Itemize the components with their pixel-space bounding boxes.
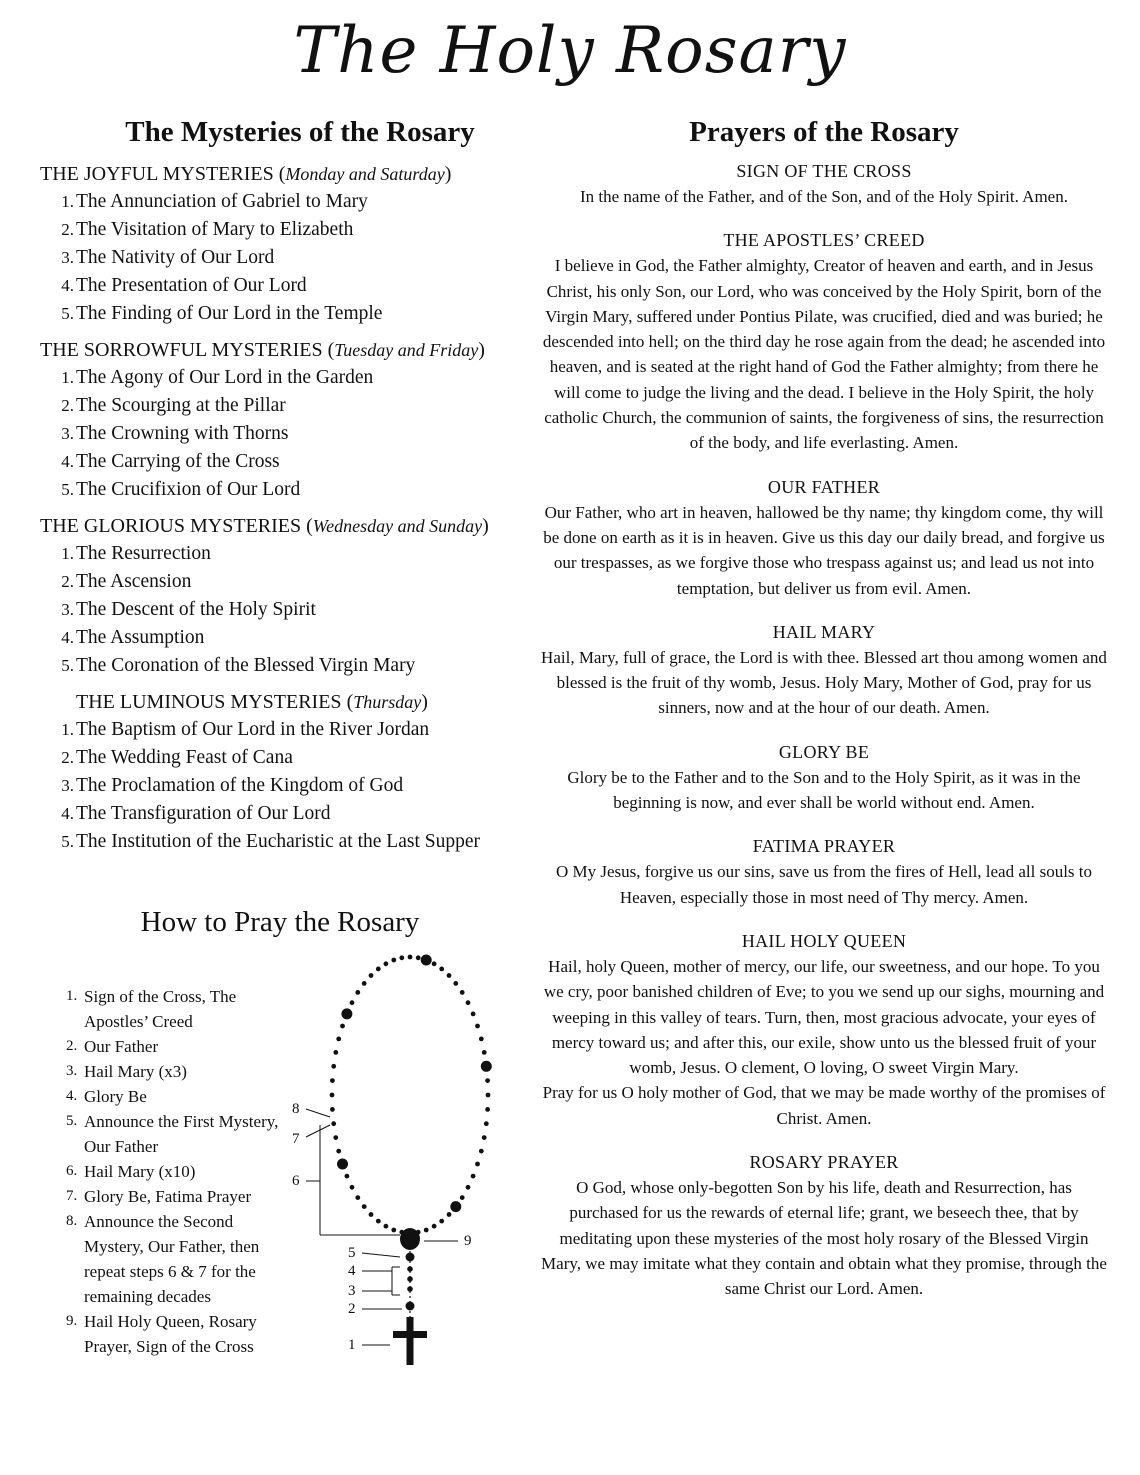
step-text: Our Father: [84, 1037, 159, 1056]
small-bead: [432, 1224, 437, 1229]
prayer: [540, 1149, 1108, 1301]
item-number: 1.: [61, 368, 74, 387]
page-title: The Holy Rosary: [293, 14, 847, 88]
small-bead: [376, 1219, 381, 1224]
list-item: [40, 300, 560, 328]
step-number: 6.: [66, 1163, 78, 1179]
mystery-group-heading: THE JOYFUL MYSTERIES (Monday and Saturday): [40, 163, 452, 185]
step-text: Sign of the Cross, The Apostles’ Creed: [84, 987, 237, 1031]
item-text: The Descent of the Holy Spirit: [76, 599, 316, 620]
step-number: 1.: [66, 988, 78, 1004]
list-item: [66, 1184, 296, 1209]
item-text: The Crucifixion of Our Lord: [76, 479, 301, 500]
prayer-paragraph: O God, whose only-begotten Son by his life, death and Resurrection, has purchased for us the rewards of eternal life; grant, we beseech thee, that by meditating upon these mysteries of the most holy rosary of the Blessed Virgin Mary, we may imitate what they contain and obtain what they promise, through the same Christ our Lord. Amen.: [541, 1178, 1107, 1299]
diagram-label: 9: [464, 1233, 472, 1249]
diagram-label: 4: [348, 1263, 356, 1279]
item-number: 2.: [61, 396, 74, 415]
small-bead: [482, 1050, 487, 1055]
mystery-group: [40, 688, 560, 856]
small-bead: [336, 1037, 341, 1042]
prayer-heading: FATIMA PRAYER: [752, 836, 896, 857]
prayer-heading: GLORY BE: [778, 741, 870, 762]
prayer-paragraph: Our Father, who art in heaven, hallowed be thy name; thy kingdom come, thy will be done on earth as it is in heaven. Give us this day our daily bread, and forgive us our trespasses, as we forgive those who trespass against us; and lead us not into temptation, but deliver us from evil. Amen.: [543, 502, 1105, 598]
list-item: [40, 568, 560, 596]
item-text: The Wedding Feast of Cana: [76, 747, 293, 768]
list-item: [40, 652, 560, 680]
prayer-text: [540, 645, 1108, 721]
small-bead: [331, 1064, 336, 1069]
mystery-group: [40, 512, 560, 680]
item-number: 2.: [61, 748, 74, 767]
diagram-label: 5: [348, 1245, 356, 1261]
prayer-paragraph: Hail, Mary, full of grace, the Lord is with thee. Blessed art thou among women and blessed is the fruit of thy womb, Jesus. Holy Mary, Mother of God, pray for us sinners, now and at the hour of our death. Amen.: [541, 647, 1107, 718]
rosary-diagram-icon: [280, 945, 540, 1365]
large-bead: [406, 1253, 415, 1262]
small-bead: [376, 967, 381, 972]
item-text: The Resurrection: [76, 543, 211, 564]
small-bead: [333, 1135, 338, 1140]
prayers-list: [540, 158, 1108, 1302]
step-number: 4.: [66, 1088, 78, 1104]
step-text: Announce the Second Mystery, Our Father, then repeat steps 6 & 7 for the remaining decades: [84, 1212, 260, 1306]
large-bead: [481, 1061, 492, 1072]
small-bead: [330, 1078, 335, 1083]
list-item: [40, 828, 560, 856]
small-bead: [466, 1185, 471, 1190]
small-bead: [416, 955, 421, 960]
item-text: The Assumption: [76, 627, 205, 648]
prayer-heading: THE APOSTLES’ CREED: [723, 230, 925, 251]
small-bead: [369, 1212, 374, 1217]
small-bead: [484, 1121, 489, 1126]
mystery-group-heading: THE GLORIOUS MYSTERIES (Wednesday and Sunday): [40, 515, 489, 537]
small-bead: [407, 1266, 413, 1272]
large-bead: [341, 1008, 352, 1019]
prayer-heading: ROSARY PRAYER: [749, 1152, 899, 1173]
howto-title: How to Pray the Rosary: [140, 906, 420, 938]
item-number: 3.: [61, 248, 74, 267]
prayer-text: [540, 765, 1108, 816]
prayer: [540, 474, 1108, 601]
prayer: [540, 619, 1108, 721]
small-bead: [439, 1219, 444, 1224]
small-bead: [391, 958, 396, 963]
small-bead: [350, 1000, 355, 1005]
prayer-text: [540, 1175, 1108, 1301]
list-item: [40, 540, 560, 568]
item-number: 1.: [61, 192, 74, 211]
item-number: 4.: [61, 628, 74, 647]
list-item: [40, 420, 560, 448]
list-item: [40, 800, 560, 828]
mysteries-title: The Mysteries of the Rosary: [125, 116, 475, 148]
list-item: [40, 476, 560, 504]
small-bead: [340, 1024, 345, 1029]
prayer-paragraph: I believe in God, the Father almighty, Creator of heaven and earth, and in Jesus Christ, his only Son, our Lord, who was conceived by the Holy Spirit, born of the Virgin Mary, suffered under Pontius Pilate, was crucified, died and was buried; he descended into hell; on the third day he rose again from the dead; he ascended into heaven, and is seated at the right hand of God the Father almighty; from there he will come to judge the living and the dead. I believe in the Holy Spirit, the holy catholic Church, the communion of saints, the forgiveness of sins, the resurrection of the body, and life everlasting. Amen.: [542, 256, 1106, 453]
small-bead: [439, 967, 444, 972]
small-bead: [362, 981, 367, 986]
small-bead: [482, 1135, 487, 1140]
item-text: The Presentation of Our Lord: [76, 275, 307, 296]
small-bead: [350, 1185, 355, 1190]
small-bead: [471, 1012, 476, 1017]
mystery-group-days: Wednesday and Sunday: [312, 516, 483, 536]
item-text: The Crowning with Thorns: [76, 423, 289, 444]
list-item: [40, 596, 560, 624]
list-item: [40, 392, 560, 420]
list-item: [40, 244, 560, 272]
list-item: [40, 272, 560, 300]
small-bead: [479, 1149, 484, 1154]
item-number: 2.: [61, 572, 74, 591]
item-text: The Visitation of Mary to Elizabeth: [76, 219, 354, 240]
item-number: 5.: [61, 304, 74, 323]
step-number: 7.: [66, 1188, 78, 1204]
small-bead: [362, 1204, 367, 1209]
small-bead: [486, 1093, 491, 1098]
list-item: [40, 448, 560, 476]
diagram-label: 3: [348, 1283, 356, 1299]
item-number: 4.: [61, 804, 74, 823]
prayer-text: [540, 859, 1108, 910]
small-bead: [460, 990, 465, 995]
prayer-text: [540, 184, 1108, 209]
item-text: The Carrying of the Cross: [76, 451, 280, 472]
mystery-group-days: Thursday: [353, 692, 422, 712]
item-number: 5.: [61, 480, 74, 499]
item-text: The Proclamation of the Kingdom of God: [76, 775, 404, 796]
small-bead: [475, 1024, 480, 1029]
small-bead: [345, 1174, 350, 1179]
list-item: [66, 1109, 296, 1159]
prayer-paragraph: In the name of the Father, and of the Son, and of the Holy Spirit. Amen.: [580, 187, 1068, 206]
item-number: 1.: [61, 720, 74, 739]
mystery-group-heading: THE LUMINOUS MYSTERIES (Thursday): [76, 691, 428, 713]
cross-icon: [407, 1317, 414, 1365]
list-item: [66, 1084, 296, 1109]
step-number: 3.: [66, 1063, 78, 1079]
item-text: The Agony of Our Lord in the Garden: [76, 367, 374, 388]
mystery-group: [40, 160, 560, 328]
small-bead: [330, 1107, 335, 1112]
prayer: [540, 158, 1108, 209]
list-item: [40, 744, 560, 772]
list-item: [66, 1309, 296, 1359]
item-text: The Nativity of Our Lord: [76, 247, 275, 268]
small-bead: [384, 961, 389, 966]
list-item: [40, 716, 560, 744]
small-bead: [333, 1050, 338, 1055]
mystery-group-name: THE JOYFUL MYSTERIES: [40, 163, 274, 185]
centerpiece-bead: [400, 1228, 420, 1250]
prayer-paragraph: Pray for us O holy mother of God, that we may be made worthy of the promises of Christ. Amen.: [542, 1083, 1106, 1128]
small-bead: [460, 1195, 465, 1200]
item-text: The Baptism of Our Lord in the River Jordan: [76, 719, 430, 740]
item-text: The Scourging at the Pillar: [76, 395, 286, 416]
item-number: 1.: [61, 544, 74, 563]
item-number: 4.: [61, 452, 74, 471]
small-bead: [355, 1195, 360, 1200]
large-bead: [406, 1302, 415, 1311]
mystery-group-name: THE GLORIOUS MYSTERIES: [40, 515, 302, 537]
mystery-group-name: THE SORROWFUL MYSTERIES: [40, 339, 323, 361]
step-text: Hail Mary (x3): [84, 1062, 187, 1081]
small-bead: [355, 990, 360, 995]
small-bead: [447, 1212, 452, 1217]
list-item: [66, 1159, 296, 1184]
list-item: [40, 772, 560, 800]
small-bead: [407, 1286, 413, 1292]
item-number: 2.: [61, 220, 74, 239]
prayer-text: [540, 954, 1108, 1131]
prayer: [540, 833, 1108, 910]
small-bead: [331, 1121, 336, 1126]
small-bead: [336, 1149, 341, 1154]
list-item: [66, 984, 296, 1034]
list-item: [66, 1209, 296, 1309]
item-text: The Annunciation of Gabriel to Mary: [76, 191, 368, 212]
prayer-paragraph: Hail, holy Queen, mother of mercy, our life, our sweetness, and our hope. To you we cry, poor banished children of Eve; to you we send up our sighs, mourning and weeping in this valley of tears. Turn, then, most gracious advocate, your eyes of mercy toward us; and after this, our exile, show unto us the blessed fruit of your womb, Jesus. O clement, O loving, O sweet Virgin Mary.: [543, 956, 1105, 1078]
label-line: [362, 1253, 400, 1257]
large-bead: [421, 955, 432, 966]
mystery-group-days: Tuesday and Friday: [334, 340, 479, 360]
step-number: 9.: [66, 1313, 78, 1329]
prayers-title: Prayers of the Rosary: [689, 116, 959, 148]
step-text: Glory Be, Fatima Prayer: [84, 1187, 252, 1206]
item-number: 4.: [61, 276, 74, 295]
prayer-heading: SIGN OF THE CROSS: [736, 161, 912, 181]
small-bead: [399, 955, 404, 960]
mysteries-list: [40, 160, 560, 856]
step-number: 5.: [66, 1113, 78, 1129]
small-bead: [485, 1078, 490, 1083]
prayer-paragraph: O My Jesus, forgive us our sins, save us from the fires of Hell, lead all souls to Heaven, especially those in most need of Thy mercy. Amen.: [555, 862, 1093, 907]
step-text: Hail Mary (x10): [84, 1162, 196, 1181]
small-bead: [485, 1107, 490, 1112]
diagram-label: 6: [292, 1173, 300, 1189]
mysteries-section: [40, 112, 560, 856]
item-text: The Transfiguration of Our Lord: [76, 803, 331, 824]
small-bead: [466, 1000, 471, 1005]
step-number: 2.: [66, 1038, 78, 1054]
prayer: [540, 227, 1108, 455]
step-text: Glory Be: [84, 1087, 147, 1106]
cross-icon: [393, 1331, 427, 1338]
small-bead: [432, 961, 437, 966]
mystery-group-name: THE LUMINOUS MYSTERIES: [76, 691, 342, 713]
item-number: 3.: [61, 600, 74, 619]
item-number: 5.: [61, 656, 74, 675]
small-bead: [408, 955, 413, 960]
item-number: 3.: [61, 776, 74, 795]
prayer-heading: HAIL HOLY QUEEN: [741, 930, 907, 951]
small-bead: [369, 973, 374, 978]
list-item: [40, 364, 560, 392]
list-item: [40, 216, 560, 244]
label-line: [306, 1125, 330, 1137]
howto-steps: [66, 984, 296, 1359]
prayer-text: [540, 500, 1108, 601]
diagram-label: 1: [348, 1337, 356, 1353]
small-bead: [475, 1162, 480, 1167]
small-bead: [471, 1174, 476, 1179]
prayer: [540, 928, 1108, 1131]
step-number: 8.: [66, 1213, 78, 1229]
small-bead: [453, 981, 458, 986]
item-text: The Ascension: [76, 571, 192, 592]
item-number: 3.: [61, 424, 74, 443]
prayer: [540, 739, 1108, 816]
list-item: [66, 1059, 296, 1084]
step-text: Hail Holy Queen, Rosary Prayer, Sign of the Cross: [84, 1312, 257, 1356]
step-text: Announce the First Mystery, Our Father: [84, 1112, 279, 1156]
small-bead: [391, 1228, 396, 1233]
item-text: The Institution of the Eucharistic at the Last Supper: [76, 831, 480, 852]
prayer-text: [540, 253, 1108, 455]
prayer-paragraph: Glory be to the Father and to the Son and to the Holy Spirit, as it was in the beginning is now, and ever shall be world without end. Amen.: [567, 767, 1081, 813]
mystery-group-heading: THE SORROWFUL MYSTERIES (Tuesday and Friday): [40, 339, 485, 361]
prayers-section: [540, 112, 1108, 1320]
item-text: The Finding of Our Lord in the Temple: [76, 303, 383, 324]
small-bead: [330, 1093, 335, 1098]
small-bead: [479, 1037, 484, 1042]
mystery-group: [40, 336, 560, 504]
item-number: 5.: [61, 832, 74, 851]
item-text: The Coronation of the Blessed Virgin Mary: [76, 655, 416, 676]
prayer-heading: OUR FATHER: [767, 476, 881, 497]
label-line: [306, 1109, 330, 1117]
small-bead: [424, 1228, 429, 1233]
large-bead: [450, 1201, 461, 1212]
diagram-label: 8: [292, 1101, 300, 1117]
list-item: [40, 188, 560, 216]
list-item: [40, 624, 560, 652]
diagram-label: 2: [348, 1301, 356, 1317]
large-bead: [337, 1159, 348, 1170]
small-bead: [447, 973, 452, 978]
prayer-heading: HAIL MARY: [772, 621, 876, 642]
list-item: [66, 1034, 296, 1059]
small-bead: [384, 1224, 389, 1229]
mystery-group-days: Monday and Saturday: [285, 164, 445, 184]
small-bead: [407, 1276, 413, 1282]
diagram-label: 7: [292, 1131, 300, 1147]
